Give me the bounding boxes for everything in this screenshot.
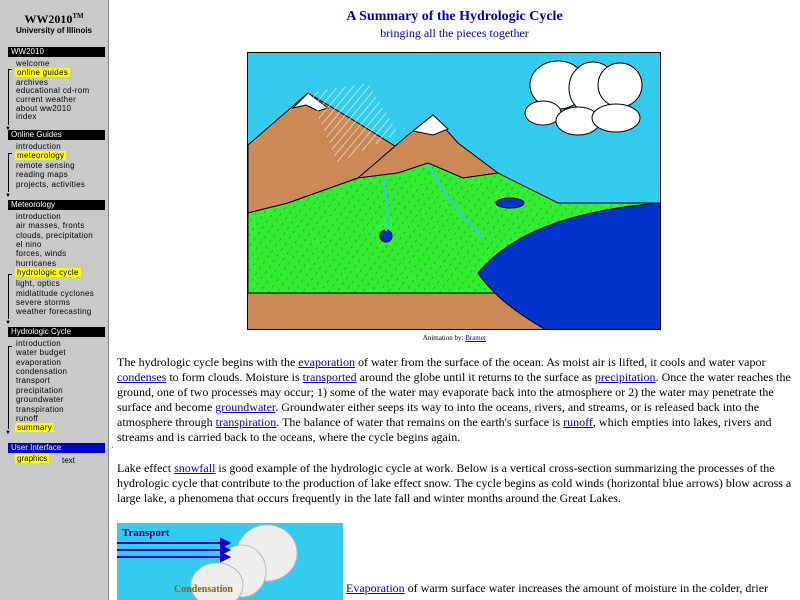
link-runoff[interactable]: runoff [563,415,593,429]
nav-clouds-precipitation[interactable]: clouds, precipitation [16,231,94,240]
condensation-label: Condensation [174,584,233,595]
link-groundwater[interactable]: groundwater [215,400,276,414]
credit-link-bramer[interactable]: Bramer [465,334,487,342]
sidebar [0,0,108,600]
nav-met-introduction[interactable]: introduction [16,212,61,221]
link-condenses[interactable]: condenses [117,370,167,384]
nav-severe-storms[interactable]: severe storms [16,298,71,307]
link-precipitation[interactable]: precipitation [594,370,656,384]
nav-index[interactable]: index [16,112,37,121]
nav-projects-activities[interactable]: projects, activities [16,180,86,189]
paragraph-lake-effect [117,461,795,506]
page-subtitle: bringing all the pieces together [380,26,529,40]
nav-condensation[interactable]: condensation [16,367,68,376]
link-transported[interactable]: transported [302,370,357,384]
sidebar-divider [108,0,109,600]
nav-midlatitude-cyclones[interactable]: midlatitude cyclones [16,289,95,298]
nav-air-masses-fronts[interactable]: air masses, fronts [16,221,85,230]
logo-trademark: TM [72,12,84,20]
nav-transport[interactable]: transport [16,376,51,385]
text-span: of water from the surface of the ocean. As moist air is lifted, it cools and water vapor [354,355,766,369]
section-header-online-guides: Online Guides [8,130,105,140]
nav-reading-maps[interactable]: reading maps [16,170,69,179]
text-span: of warm surface water increases the amount of moisture in the colder, drier [404,581,769,595]
nav-text[interactable]: text [62,456,75,465]
nav-hydrologic-cycle[interactable]: hydrologic cycle [17,268,79,277]
text-span: , which empties into lakes, rivers and streams and is carried back to the oceans, where the cycle begins again. [117,415,772,444]
nav-evaporation[interactable]: evaporation [16,358,62,367]
text-span: . Once the water reaches the ground, one of two processes may occur; 1) some of the water may evaporate back into the atmosphere or 2) the water may penetrate the surface and become [117,370,791,414]
nav-archives[interactable]: archives [16,78,49,87]
transport-label: Transport [122,527,170,539]
bullet-dot: · [111,443,114,452]
nav-el-nino[interactable]: el nino [16,240,42,249]
section-bracket [8,153,12,192]
paragraph-summary [117,355,795,445]
lake-effect-cross-section [117,523,343,600]
nav-remote-sensing[interactable]: remote sensing [16,161,75,170]
link-snowfall[interactable]: snowfall [174,461,216,475]
section-bracket [8,274,12,319]
nav-hc-introduction[interactable]: introduction [16,339,61,348]
paragraph-evaporation [346,581,796,596]
text-span: The hydrologic cycle begins with the [117,355,299,369]
nav-runoff[interactable]: runoff [16,414,39,423]
link-transpiration[interactable]: transpiration [215,415,277,429]
page-title: A Summary of the Hydrologic Cycle [346,9,563,24]
text-span: . The balance of water that remains on the earth's surface is [276,415,564,429]
nav-meteorology[interactable]: meteorology [17,151,65,160]
nav-summary[interactable]: summary [17,423,52,432]
animation-credit [109,334,800,343]
hydrologic-cycle-illustration [248,53,661,330]
nav-current-weather[interactable]: current weather [16,95,77,104]
nav-online-guides[interactable]: online guides [17,68,69,77]
nav-groundwater[interactable]: groundwater [16,395,64,404]
link-evaporation[interactable]: evaporation [298,355,355,369]
text-span: Lake effect [117,461,175,475]
logo-title: WW2010 [24,12,73,26]
section-header-user-interface: User Interface [8,443,105,453]
ww2010-logo[interactable] [0,9,108,36]
nav-hurricanes[interactable]: hurricanes [16,259,57,268]
nav-graphics[interactable]: graphics [17,454,48,463]
nav-about-ww2010[interactable]: about ww2010 [16,104,72,113]
text-span: around the globe until it returns to the surface as [356,370,595,384]
nav-light-optics[interactable]: light, optics [16,279,60,288]
nav-forces-winds[interactable]: forces, winds [16,249,67,258]
section-bracket [8,346,12,429]
section-header-ww2010: WW2010 [8,47,105,57]
nav-weather-forecasting[interactable]: weather forecasting [16,307,92,316]
text-span: to form clouds. Moisture is [166,370,303,384]
section-header-hydrologic-cycle: Hydrologic Cycle [8,327,105,337]
nav-introduction[interactable]: introduction [16,142,61,151]
section-bracket [8,69,12,125]
wind-arrows [117,539,229,561]
hydrologic-cycle-animation [247,52,661,330]
section-header-meteorology: Meteorology [8,200,105,210]
cloud-group [525,61,642,135]
nav-water-budget[interactable]: water budget [16,348,66,357]
text-span: is good example of the hydrologic cycle at work. Below is a vertical cross-section summarizing the processes of the hydrologic cycle that contribute to the production of lake effect snow. The cycle begins as cold winds (horizontal blue arrows) blow across a large lake, a phenomena that occurs frequently in the late fall and winter months around the Great Lakes. [117,461,792,505]
nav-educational-cd-rom[interactable]: educational cd-rom [16,86,90,95]
credit-prefix: Animation by: [422,334,464,342]
nav-precipitation[interactable]: precipitation [16,386,64,395]
nav-transpiration[interactable]: transpiration [16,405,64,414]
text-span: . Groundwater either seeps its way to into the oceans, rivers, and streams, or is released back into the atmosphere through [117,400,760,429]
logo-subtitle: University of Illinois [15,26,92,35]
nav-welcome[interactable]: welcome [16,59,50,68]
link-evaporation-2[interactable]: Evaporation [346,581,405,595]
